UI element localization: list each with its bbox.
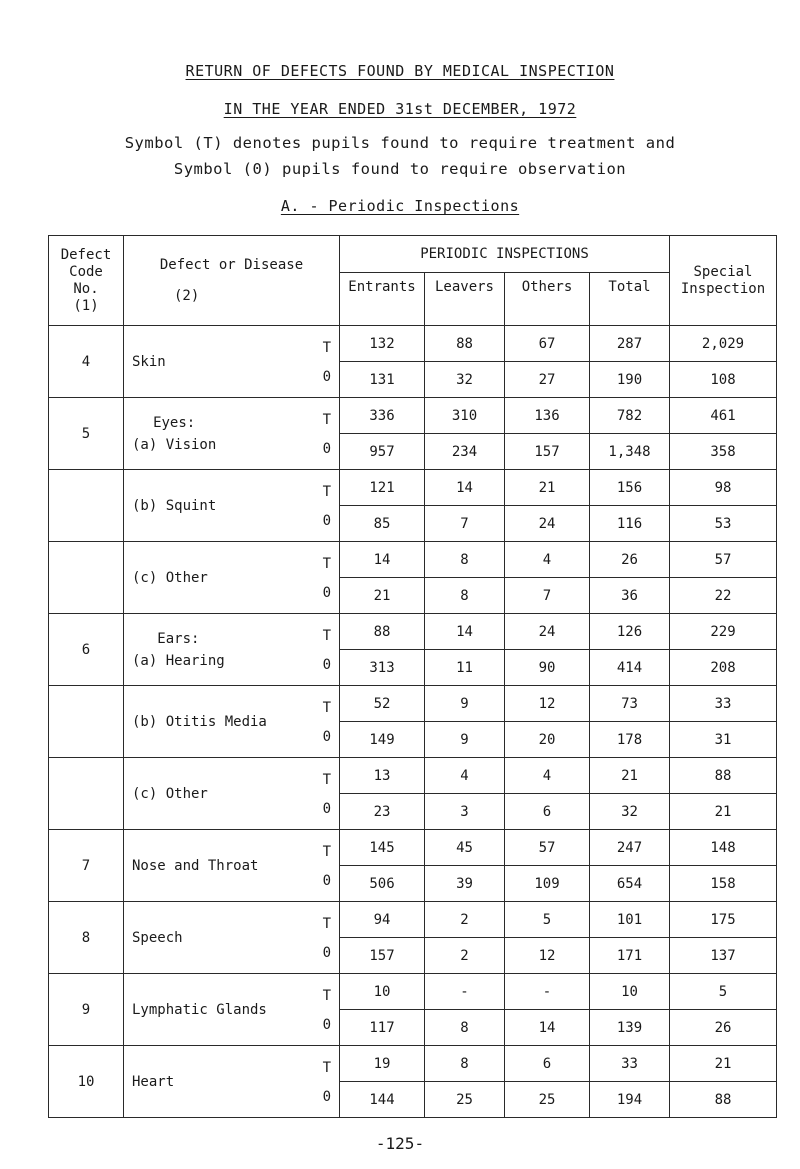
cell-special-t: 33 — [670, 686, 777, 722]
defect-code: 6 — [49, 614, 124, 686]
cell-leavers-t: 9 — [425, 686, 505, 722]
cell-total-t: 21 — [590, 758, 670, 794]
cell-total-o: 414 — [590, 650, 670, 686]
defect-label — [124, 1046, 340, 1118]
symbol-t: T — [322, 844, 331, 860]
cell-entrants-t: 121 — [340, 470, 425, 506]
cell-entrants-t: 145 — [340, 830, 425, 866]
cell-entrants-o: 506 — [340, 866, 425, 902]
cell-leavers-t: 8 — [425, 542, 505, 578]
cell-leavers-t: 8 — [425, 1046, 505, 1082]
symbol-o: 0 — [322, 369, 331, 385]
table-row — [49, 758, 777, 794]
defect-label-line: (c) Other — [132, 785, 208, 802]
defect-code — [49, 686, 124, 758]
cell-entrants-o: 957 — [340, 434, 425, 470]
cell-entrants-t: 14 — [340, 542, 425, 578]
symbol-o: 0 — [322, 513, 331, 529]
cell-leavers-o: 3 — [425, 794, 505, 830]
cell-special-t: 461 — [670, 398, 777, 434]
cell-special-t: 5 — [670, 974, 777, 1010]
header-others: Others — [505, 273, 590, 326]
symbol-o: 0 — [322, 801, 331, 817]
defect-label-line: Speech — [132, 929, 183, 946]
cell-entrants-o: 144 — [340, 1082, 425, 1118]
cell-others-t: - — [505, 974, 590, 1010]
symbol-t: T — [322, 484, 331, 500]
cell-entrants-o: 313 — [340, 650, 425, 686]
table-row — [49, 542, 777, 578]
table-row — [49, 614, 777, 650]
cell-total-o: 190 — [590, 362, 670, 398]
table-row — [49, 326, 777, 362]
cell-others-o: 12 — [505, 938, 590, 974]
defect-label — [124, 398, 340, 470]
defect-code: 10 — [49, 1046, 124, 1118]
symbol-t: T — [322, 556, 331, 572]
cell-leavers-o: 7 — [425, 506, 505, 542]
symbol-note-treatment: Symbol (T) denotes pupils found to require treatment and — [124, 134, 676, 152]
cell-leavers-o: 32 — [425, 362, 505, 398]
cell-total-o: 116 — [590, 506, 670, 542]
table-row — [49, 686, 777, 722]
cell-entrants-o: 131 — [340, 362, 425, 398]
cell-special-o: 22 — [670, 578, 777, 614]
symbol-o: 0 — [322, 657, 331, 673]
symbol-t: T — [322, 340, 331, 356]
cell-special-t: 148 — [670, 830, 777, 866]
defect-label-line: Eyes: — [153, 414, 196, 431]
defect-label-line: Lymphatic Glands — [132, 1001, 267, 1018]
symbol-t: T — [322, 772, 331, 788]
symbol-t: T — [322, 628, 331, 644]
cell-others-o: 7 — [505, 578, 590, 614]
cell-total-t: 247 — [590, 830, 670, 866]
symbol-o: 0 — [322, 945, 331, 961]
cell-others-t: 136 — [505, 398, 590, 434]
cell-special-o: 158 — [670, 866, 777, 902]
cell-total-o: 194 — [590, 1082, 670, 1118]
cell-total-t: 126 — [590, 614, 670, 650]
cell-leavers-t: 310 — [425, 398, 505, 434]
cell-special-o: 208 — [670, 650, 777, 686]
defect-code: 9 — [49, 974, 124, 1046]
defect-code: 7 — [49, 830, 124, 902]
symbol-t: T — [322, 412, 331, 428]
defect-label — [124, 902, 340, 974]
cell-special-t: 229 — [670, 614, 777, 650]
defect-code: 8 — [49, 902, 124, 974]
cell-total-o: 178 — [590, 722, 670, 758]
defect-label — [124, 686, 340, 758]
table-row — [49, 902, 777, 938]
cell-special-t: 2,029 — [670, 326, 777, 362]
cell-total-o: 36 — [590, 578, 670, 614]
cell-special-o: 31 — [670, 722, 777, 758]
symbol-t: T — [322, 916, 331, 932]
header-leavers: Leavers — [425, 273, 505, 326]
cell-entrants-t: 13 — [340, 758, 425, 794]
cell-special-o: 108 — [670, 362, 777, 398]
table-row — [49, 398, 777, 434]
defect-code — [49, 470, 124, 542]
cell-total-t: 10 — [590, 974, 670, 1010]
cell-entrants-o: 21 — [340, 578, 425, 614]
cell-others-t: 57 — [505, 830, 590, 866]
defect-label — [124, 974, 340, 1046]
table-row — [49, 1046, 777, 1082]
symbol-o: 0 — [322, 585, 331, 601]
cell-leavers-o: 234 — [425, 434, 505, 470]
cell-leavers-o: 8 — [425, 578, 505, 614]
cell-total-o: 171 — [590, 938, 670, 974]
cell-total-o: 32 — [590, 794, 670, 830]
cell-total-t: 33 — [590, 1046, 670, 1082]
cell-special-t: 21 — [670, 1046, 777, 1082]
symbol-o: 0 — [322, 729, 331, 745]
cell-entrants-t: 88 — [340, 614, 425, 650]
cell-others-t: 4 — [505, 542, 590, 578]
cell-leavers-o: 11 — [425, 650, 505, 686]
header-total: Total — [590, 273, 670, 326]
cell-leavers-o: 9 — [425, 722, 505, 758]
header-defect-or-disease: Defect or Disease (2) — [124, 236, 340, 326]
cell-leavers-t: 14 — [425, 470, 505, 506]
cell-total-t: 287 — [590, 326, 670, 362]
header-defect-code: Defect Code No. (1) — [49, 236, 124, 326]
defect-label-line: Ears: — [157, 630, 200, 647]
cell-special-t: 175 — [670, 902, 777, 938]
cell-others-t: 5 — [505, 902, 590, 938]
page-number: -125- — [375, 1134, 425, 1153]
cell-total-t: 782 — [590, 398, 670, 434]
cell-total-t: 26 — [590, 542, 670, 578]
cell-total-t: 101 — [590, 902, 670, 938]
cell-others-t: 12 — [505, 686, 590, 722]
cell-leavers-t: 4 — [425, 758, 505, 794]
defect-label — [124, 470, 340, 542]
page-title: RETURN OF DEFECTS FOUND BY MEDICAL INSPECTION — [185, 62, 615, 80]
defects-table — [48, 235, 777, 1118]
table-row — [49, 830, 777, 866]
cell-entrants-o: 85 — [340, 506, 425, 542]
cell-leavers-t: - — [425, 974, 505, 1010]
cell-leavers-t: 45 — [425, 830, 505, 866]
cell-leavers-o: 2 — [425, 938, 505, 974]
defect-label-line: Skin — [132, 353, 166, 370]
symbol-t: T — [322, 700, 331, 716]
cell-entrants-t: 10 — [340, 974, 425, 1010]
section-heading: A. - Periodic Inspections — [280, 197, 520, 215]
symbol-t: T — [322, 988, 331, 1004]
cell-total-o: 1,348 — [590, 434, 670, 470]
cell-special-t: 98 — [670, 470, 777, 506]
cell-leavers-o: 8 — [425, 1010, 505, 1046]
defect-label — [124, 830, 340, 902]
cell-special-o: 26 — [670, 1010, 777, 1046]
cell-special-t: 57 — [670, 542, 777, 578]
cell-special-o: 358 — [670, 434, 777, 470]
table-row — [49, 470, 777, 506]
page-subtitle: IN THE YEAR ENDED 31st DECEMBER, 1972 — [223, 100, 577, 118]
defect-label-line: (a) Vision — [132, 436, 217, 453]
cell-leavers-o: 25 — [425, 1082, 505, 1118]
cell-entrants-o: 117 — [340, 1010, 425, 1046]
cell-entrants-t: 19 — [340, 1046, 425, 1082]
symbol-note-observation: Symbol (0) pupils found to require observation — [173, 160, 627, 178]
cell-total-t: 73 — [590, 686, 670, 722]
cell-others-t: 4 — [505, 758, 590, 794]
symbol-o: 0 — [322, 873, 331, 889]
cell-others-o: 14 — [505, 1010, 590, 1046]
cell-special-o: 53 — [670, 506, 777, 542]
cell-entrants-o: 149 — [340, 722, 425, 758]
defect-code: 4 — [49, 326, 124, 398]
defect-label — [124, 614, 340, 686]
cell-others-t: 21 — [505, 470, 590, 506]
cell-entrants-o: 23 — [340, 794, 425, 830]
cell-others-o: 6 — [505, 794, 590, 830]
cell-special-o: 88 — [670, 1082, 777, 1118]
symbol-o: 0 — [322, 441, 331, 457]
cell-entrants-t: 132 — [340, 326, 425, 362]
header-periodic-inspections: PERIODIC INSPECTIONS — [340, 236, 670, 273]
cell-others-o: 157 — [505, 434, 590, 470]
defect-label-line: Nose and Throat — [132, 857, 259, 874]
cell-total-o: 139 — [590, 1010, 670, 1046]
defect-code — [49, 542, 124, 614]
cell-others-o: 27 — [505, 362, 590, 398]
defect-code — [49, 758, 124, 830]
cell-special-o: 137 — [670, 938, 777, 974]
defect-label — [124, 542, 340, 614]
cell-others-t: 6 — [505, 1046, 590, 1082]
cell-others-t: 67 — [505, 326, 590, 362]
defect-label-line: (b) Squint — [132, 497, 217, 514]
cell-leavers-t: 2 — [425, 902, 505, 938]
defect-label — [124, 758, 340, 830]
cell-others-o: 25 — [505, 1082, 590, 1118]
header-special-inspection: Special Inspection — [670, 236, 777, 326]
cell-others-o: 20 — [505, 722, 590, 758]
cell-others-o: 109 — [505, 866, 590, 902]
header-entrants: Entrants — [340, 273, 425, 326]
cell-others-o: 90 — [505, 650, 590, 686]
defect-label-line: (b) Otitis Media — [132, 713, 267, 730]
cell-leavers-t: 14 — [425, 614, 505, 650]
cell-entrants-t: 94 — [340, 902, 425, 938]
symbol-o: 0 — [322, 1017, 331, 1033]
cell-entrants-o: 157 — [340, 938, 425, 974]
table-row — [49, 974, 777, 1010]
defect-code: 5 — [49, 398, 124, 470]
cell-entrants-t: 336 — [340, 398, 425, 434]
cell-total-t: 156 — [590, 470, 670, 506]
cell-others-t: 24 — [505, 614, 590, 650]
cell-entrants-t: 52 — [340, 686, 425, 722]
symbol-o: 0 — [322, 1089, 331, 1105]
symbol-t: T — [322, 1060, 331, 1076]
cell-leavers-t: 88 — [425, 326, 505, 362]
cell-leavers-o: 39 — [425, 866, 505, 902]
defect-label-line: (c) Other — [132, 569, 208, 586]
defect-label-line: (a) Hearing — [132, 652, 225, 669]
defect-label — [124, 326, 340, 398]
defect-label-line: Heart — [132, 1073, 175, 1090]
cell-total-o: 654 — [590, 866, 670, 902]
cell-special-o: 21 — [670, 794, 777, 830]
cell-others-o: 24 — [505, 506, 590, 542]
cell-special-t: 88 — [670, 758, 777, 794]
